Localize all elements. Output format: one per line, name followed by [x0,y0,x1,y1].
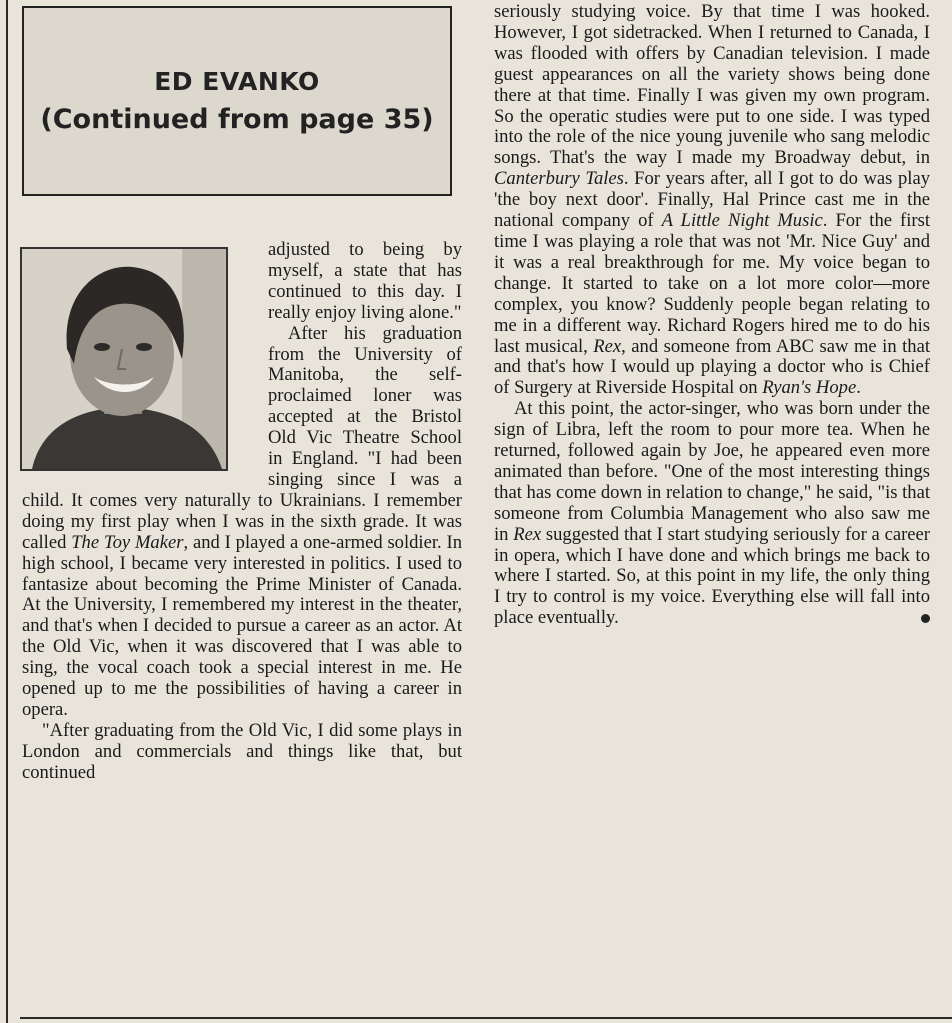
left-column [22,240,462,980]
continued-note: (Continued from page 35) [40,104,434,135]
bottom-rule [20,1017,952,1019]
right-paragraph-2: At this point, the actor-singer, who was born under the sign of Libra, left the room to pour more tea. When he returned, followed again by Joe, he appeared even more animated than before. "One of the most interesting things that has come down in relation to change," he said, "is that someone from Columbia Management who also saw me in Rex suggested that I start studying seriously for a career in opera, which I have done and which brings me back to where I started. So, at this point in my life, the only thing I try to control is my voice. Everything else will fall into place eventually. [494,398,931,629]
page-edge-rule [6,0,8,1023]
right-paragraph-1: seriously studying voice. By that time I was hooked. However, I got sidetracked. When I returned to Canada, I was flooded with offers by Canadian television. I made guest appearances on all the variety shows being done there at that time. Finally I was given my own program. So the operatic studies were put to one side. I was typed into the role of the nice young juvenile who sang melodic songs. That's the way I made my Broadway debut, in Canterbury Tales. For years after, all I got to do was play 'the boy next door'. Finally, Hal Prince cast me in the national company of A Little Night Music. For the first time I was playing a role that was not 'Mr. Nice Guy' and it was a real breakthrough for me. My voice began to change. It started to take on a lot more color—more complex, you know? Suddenly people began relating to me in a different way. Richard Rogers hired me to do his last musical, Rex, and someone from ABC saw me in that and that's how I would up playing a doctor who is Chief of Surgery at Riverside Hospital on Ryan's Hope. [494,1,930,399]
photo-float-space [22,240,268,474]
title-canterbury-tales: Canterbury Tales [494,168,624,190]
title-a-little-night-music: A Little Night Music [661,210,823,232]
title-rex-2: Rex [513,523,542,545]
left-paragraph-3: "After graduating from the Old Vic, I did some plays in London and commercials and things like that, but continued [22,719,462,783]
left-paragraph-2: After his graduation from the University of Manitoba, the self-proclaimed loner was accepted at the Bristol Old Vic Theatre School in England. "I had been singing since I was a child. It comes very naturally to Ukrainians. I remember doing my first play when I was in the sixth grade. It was called The Toy Maker, and I played a one-armed soldier. In high school, I became very interested in politics. I used to fantasize about becoming the Prime Minister of Canada. At the University, I remembered my interest in the theater, and that's when I decided to pursue a career as an actor. At the Old Vic, when it was discovered that I was able to sing, the vocal coach took a special interest in me. He opened up to me the possibilities of having a career in opera. [22,322,462,720]
title-box [22,6,452,196]
right-column [494,2,930,982]
title-the-toy-maker: The Toy Maker [71,531,184,553]
title-rex: Rex [593,335,622,357]
article-title: ED EVANKO [154,67,320,96]
end-of-article-bullet [921,614,930,623]
left-paragraph-1: adjusted to being by myself, a state that has continued to this day. I really enjoy living alone." [268,239,462,323]
title-ryans-hope: Ryan's Hope [762,377,857,399]
